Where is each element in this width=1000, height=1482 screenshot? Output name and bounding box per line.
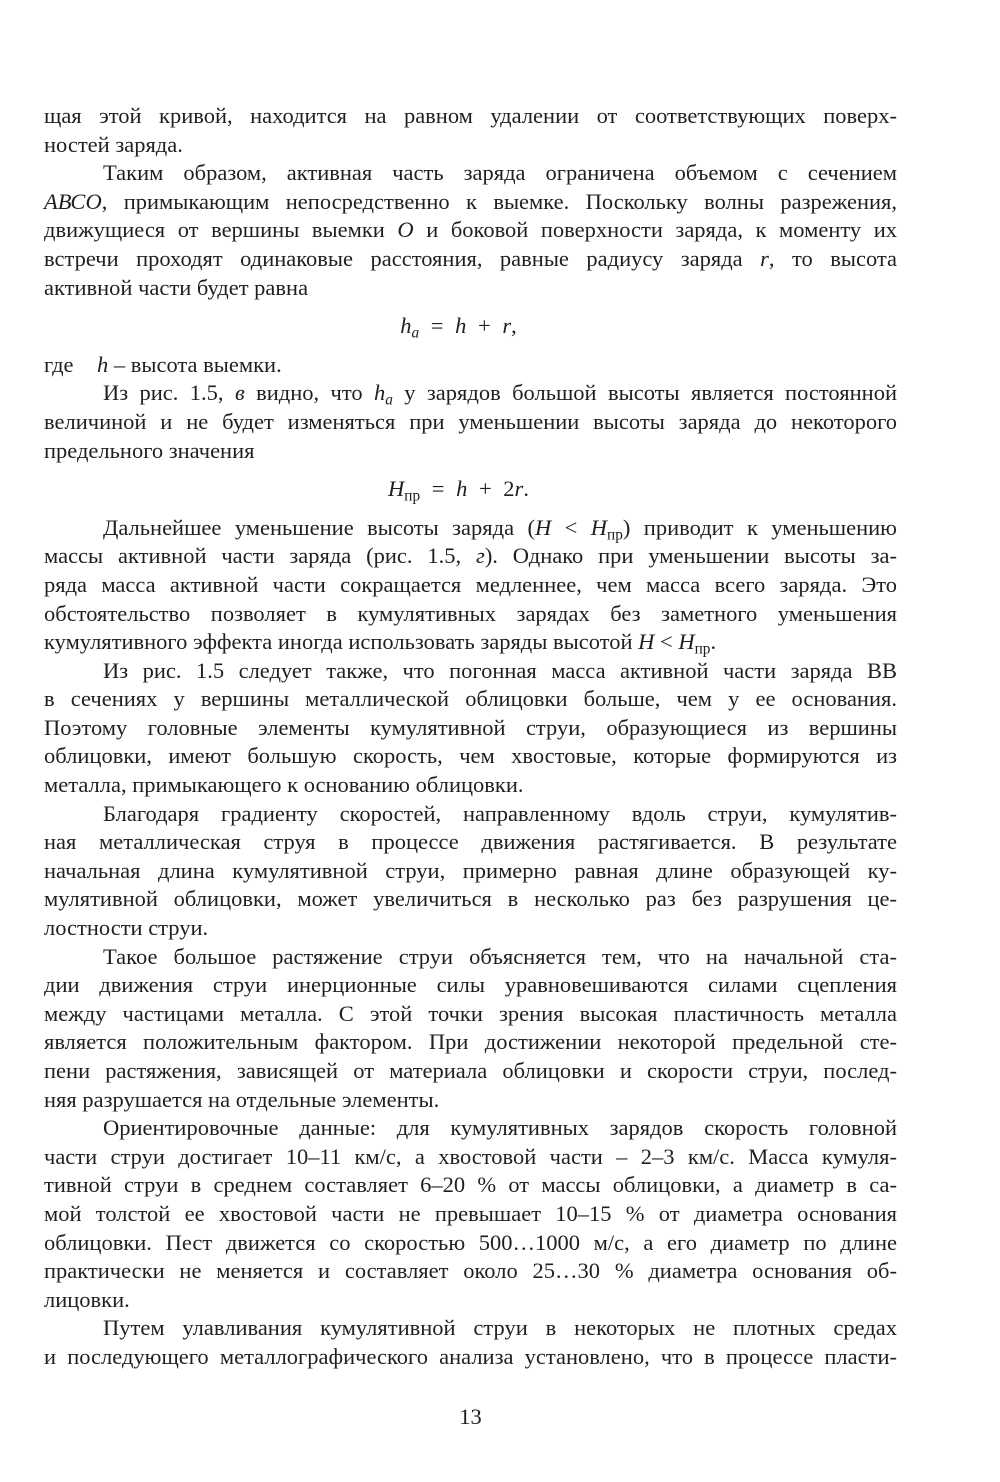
italic-text: r [514, 476, 524, 502]
text-span: Дальнейшее уменьшение высоты заряда ( [103, 514, 535, 540]
text-span: Таким образом, активная часть заряда ограничена объемом с сечением [103, 160, 897, 186]
text-line [44, 1114, 897, 1143]
text-line [44, 542, 897, 571]
paragraph [44, 800, 897, 943]
subscript: пр [404, 487, 421, 505]
italic-text: г [476, 543, 485, 569]
text-span: в сечениях у вершины металлической облицовки больше, чем у ее основания. [44, 686, 897, 712]
italic-text: r [760, 245, 769, 271]
text-span: Ориентировочные данные: для кумулятивных зарядов скорость головной [103, 1115, 897, 1141]
text-span: ). Однако при уменьшении высоты за- [484, 543, 897, 569]
text-line [44, 943, 897, 972]
text-span: лостности струи. [44, 915, 209, 941]
text-span: и боковой поверхности заряда, к моменту их [413, 217, 898, 243]
text-span: ная металлическая струя в процессе движения растягивается. В результате [44, 829, 897, 855]
text-line [44, 685, 897, 714]
text-line [44, 1028, 897, 1057]
subscript: a [385, 391, 393, 409]
page-number: 13 [459, 1404, 482, 1429]
text-line [44, 216, 897, 245]
italic-text: h [97, 351, 109, 377]
text-span: пени растяжения, зависящей от материала облицовки и скорости струи, послед- [44, 1058, 897, 1083]
text-span: < [551, 514, 591, 540]
where-clause [44, 351, 897, 380]
subscript: a [411, 324, 420, 342]
italic-text: О [397, 217, 414, 243]
italic-text: H [638, 629, 655, 655]
subscript: пр [694, 640, 711, 658]
text-span: металла, примыкающего к основанию облицовки. [44, 772, 524, 798]
text-line [44, 1229, 897, 1258]
text-span: мулятивной облицовки, может увеличиться в несколько раз без разрушения це- [44, 886, 897, 912]
text-span: встречи проходят одинаковые расстояния, равные радиусу заряда [44, 245, 761, 271]
text-line [44, 379, 897, 408]
text-span: у зарядов большой высоты является постоянной [392, 380, 897, 406]
text-line [44, 1171, 897, 1200]
text-span: тивной струи в среднем составляет 6–20 % от массы облицовки, а диаметр в са- [44, 1172, 897, 1198]
text-span: . [523, 476, 529, 502]
text-line [44, 1000, 897, 1029]
text-line [44, 408, 897, 437]
italic-text: H [678, 629, 695, 655]
text-line [44, 1286, 897, 1315]
text-line [44, 857, 897, 886]
text-span: щая этой кривой, находится на равном удалении от соответствующих поверх- [44, 103, 897, 128]
italic-text: в [234, 380, 245, 406]
text-span: предельного значения [44, 437, 255, 463]
paragraph [44, 102, 897, 159]
text-line [44, 885, 897, 914]
text-span: обстоятельство позволяет в кумулятивных зарядах без заметного уменьшения [44, 600, 897, 626]
text-line [44, 828, 897, 857]
text-span: Из рис. 1.5 следует также, что погонная масса активной части заряда ВВ [103, 657, 897, 683]
text-span: Из рис. 1.5, [103, 380, 235, 406]
text-span: , то высота [768, 245, 897, 271]
italic-text: H [534, 514, 552, 540]
text-span: ряда масса активной части сокращается медленнее, чем масса всего заряда. Это [44, 571, 897, 597]
italic-text: H [590, 514, 608, 540]
text-span: видно, что [244, 380, 374, 406]
text-span: дии движения струи инерционные силы уравновешиваются силами сцепления [44, 972, 897, 998]
text-span: между частицами металла. С этой точки зрения высокая пластичность металла [44, 1000, 897, 1026]
text-line [44, 274, 897, 303]
paragraph [44, 514, 897, 657]
text-span: активной части будет равна [44, 274, 309, 300]
text-span: Путем улавливания кумулятивной струи в некоторых не плотных средах [103, 1315, 897, 1341]
text-line [44, 159, 897, 188]
text-span: лицовки. [44, 1286, 130, 1312]
italic-text: H [388, 476, 405, 502]
text-span: Поэтому головные элементы кумулятивной струи, образующиеся из вершины [44, 714, 897, 740]
text-line [44, 600, 897, 629]
text-span: облицовки. Пест движется со скоростью 500…1000 м/с, а его диаметр по длине [44, 1229, 897, 1255]
text-span: , [511, 313, 517, 339]
text-span: и последующего металлографического анализа установлено, что в процессе пласти- [44, 1343, 897, 1369]
text-span: ностей заряда. [44, 131, 183, 157]
text-span: + [466, 313, 503, 339]
text-line [44, 714, 897, 743]
text-span: части струи достигает 10–11 км/с, а хвостовой части – 2–3 км/с. Масса кумуля- [44, 1143, 897, 1169]
text-span: величиной и не будет изменяться при уменьшении высоты заряда до некоторого [44, 408, 897, 434]
italic-text: h [400, 313, 412, 339]
text-span: облицовки, имеют большую скорость, чем хвостовые, которые формируются из [44, 743, 897, 769]
text-line [44, 1143, 897, 1172]
text-span: мой толстой ее хвостовой части не превышает 10–15 % от диаметра основания [44, 1200, 897, 1226]
italic-text: h [455, 313, 467, 339]
text-line [44, 1257, 897, 1286]
text-span: , примыкающим непосредственно к выемке. Поскольку волны разрежения, [101, 188, 897, 214]
text-span: ) приводит к уменьшению [622, 514, 897, 540]
text-span: . [710, 629, 717, 655]
paragraph [44, 1114, 897, 1314]
text-span: – высота выемки. [108, 351, 282, 377]
text-line [44, 1200, 897, 1229]
text-line [44, 742, 897, 771]
text-span: практически не меняется и составляет около 25…30 % диаметра основания об- [44, 1258, 897, 1284]
paragraph [44, 657, 897, 800]
italic-text: h [456, 476, 468, 502]
text-line [44, 1086, 897, 1115]
text-span: Такое большое растяжение струи объясняется тем, что на начальной ста- [103, 943, 897, 969]
text-line [44, 437, 897, 466]
text-line [44, 102, 897, 131]
text-span: массы активной части заряда (рис. 1.5, [44, 543, 477, 569]
formula [44, 312, 897, 341]
subscript: пр [607, 526, 623, 543]
text-line [44, 1343, 897, 1372]
text-line [44, 514, 897, 543]
paragraph [44, 159, 897, 302]
text-line [44, 1314, 897, 1343]
text-line [44, 1057, 897, 1086]
text-span: + 2 [467, 476, 515, 502]
text-span: няя разрушается на отдельные элементы. [44, 1086, 440, 1112]
italic-text: r [502, 313, 512, 339]
text-line [44, 800, 897, 829]
paragraph [44, 379, 897, 465]
text-line [44, 771, 897, 800]
formula [44, 475, 897, 504]
paragraph [44, 943, 897, 1115]
text-line [44, 657, 897, 686]
text-span: кумулятивного эффекта иногда использовать заряды высотой [44, 629, 639, 655]
italic-text: h [374, 380, 386, 406]
where-term: где [44, 351, 74, 377]
text-line [44, 971, 897, 1000]
text-body [44, 102, 897, 1372]
text-line [44, 188, 897, 217]
text-line [44, 571, 897, 600]
text-span: < [654, 629, 679, 655]
text-span: движущиеся от вершины выемки [44, 217, 398, 243]
text-line [44, 245, 897, 274]
text-line [44, 628, 897, 657]
italic-text: АВСО [44, 188, 102, 214]
text-span: = [420, 476, 457, 502]
text-line [44, 914, 897, 943]
paragraph [44, 1314, 897, 1371]
text-span: начальная длина кумулятивной струи, примерно равная длине образующей ку- [44, 857, 897, 883]
text-span: = [419, 313, 456, 339]
text-line [44, 131, 897, 160]
text-span: является положительным фактором. При достижении некоторой предельной сте- [44, 1029, 897, 1055]
text-span: Благодаря градиенту скоростей, направленному вдоль струи, кумулятив- [103, 800, 897, 826]
